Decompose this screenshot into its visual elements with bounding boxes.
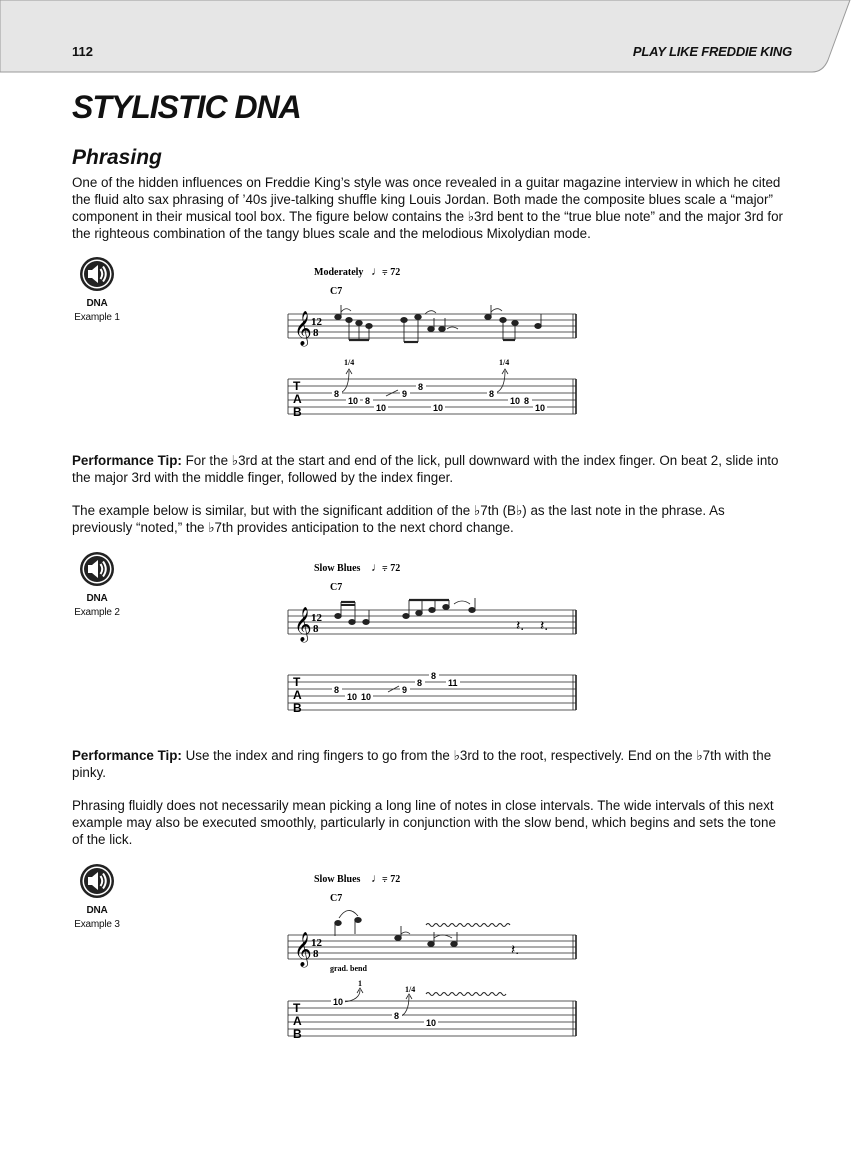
tab-number: 8 [334, 685, 340, 695]
audio-example-name: Example 3 [74, 919, 120, 930]
bend-amount: 1/4 [344, 358, 355, 367]
tab-letter-t: T [293, 379, 301, 393]
tab-letter-a: A [293, 392, 302, 406]
tab-number: 10 [348, 396, 359, 406]
dotted-quarter-symbol: ♩. [371, 264, 387, 278]
tab-number: 8 [524, 396, 530, 406]
treble-clef: 𝄞 [294, 932, 312, 967]
audio-label: DNA [86, 905, 108, 916]
tab-number: 8 [417, 678, 423, 688]
tempo-marking: Slow Blues [314, 563, 361, 574]
time-sig-bottom: 8 [313, 327, 319, 339]
tempo-marking: Moderately [314, 267, 364, 278]
staff-and-tab-example-3 [286, 868, 582, 1048]
page-header [0, 0, 864, 74]
rest-symbol: 𝄽. [511, 941, 520, 957]
bend-amount: 1/4 [499, 358, 510, 367]
staff-and-tab-example-2 [286, 558, 582, 718]
tempo-marking: Slow Blues [314, 874, 361, 885]
staff-and-tab-example-1 [286, 262, 582, 422]
tab-number: 10 [510, 396, 521, 406]
tab-number: 10 [433, 403, 444, 413]
performance-tip-1 [72, 452, 788, 486]
tab-number: 10 [535, 403, 546, 413]
tab-letter-b: B [293, 701, 302, 715]
speaker-icon[interactable] [79, 256, 115, 292]
audio-example-name: Example 2 [74, 607, 120, 618]
tip-text: For the ♭3rd at the start and end of the lick, pull downward with the index finger. On beat 2, slide into the major 3rd with the middle finger, followed by the index finger. [72, 453, 779, 485]
tab-number: 11 [448, 678, 458, 688]
notation-example-3 [286, 868, 582, 1041]
technique-label: grad. bend [330, 964, 367, 973]
treble-clef: 𝄞 [294, 311, 312, 346]
subsection-title: Phrasing [72, 146, 162, 169]
section-title: STYLISTIC DNA [72, 89, 301, 125]
tab-number: 9 [402, 685, 408, 695]
tab-number: 8 [431, 671, 437, 681]
rest-symbol: 𝄽. [540, 617, 549, 633]
header-band-shape [0, 0, 864, 74]
tip-label: Performance Tip: [72, 453, 182, 468]
tab-number: 8 [394, 1011, 400, 1021]
tab-number: 10 [376, 403, 387, 413]
audio-block-example-1[interactable] [74, 256, 120, 325]
tab-number: 10 [361, 692, 372, 702]
audio-block-example-2[interactable] [74, 551, 120, 620]
vibrato-line [426, 924, 510, 927]
tab-letter-a: A [293, 688, 302, 702]
bpm-value: = 72 [382, 563, 401, 574]
example-3-intro: Phrasing fluidly does not necessarily mean picking a long line of notes in close intervals. The wide intervals of this next example may also be executed smoothly, particularly in conjunction with the slow bend, which begins and sets the tone of the lick. [72, 798, 776, 847]
tab-number: 8 [418, 382, 424, 392]
example-2-intro: The example below is similar, but with the significant addition of the ♭7th (B♭) as the last note in the phrase. As previously “noted,” the ♭7th provides anticipation to the next chord change. [72, 503, 725, 535]
audio-label: DNA [86, 298, 108, 309]
book-title: PLAY LIKE FREDDIE KING [632, 44, 792, 59]
intro-paragraph: One of the hidden influences on Freddie King’s style was once revealed in a guitar magazine interview in which he cited the fluid alto sax phrasing of ’40s jive-talking shuffle king Louis Jordan. Both made the composite blues scale a “major” component in their musical tool box. The figure below contains the ♭3rd bent to the “true blue note” and the major 3rd for the righteous combination of the tangy blues scale and the melodious Mixolydian mode. [72, 175, 783, 241]
time-sig-top: 12 [311, 316, 322, 328]
dotted-quarter-symbol: ♩. [371, 560, 387, 574]
dotted-quarter-symbol: ♩. [371, 871, 387, 885]
tab-number: 10 [426, 1018, 437, 1028]
time-sig-top: 12 [311, 937, 322, 949]
notation-example-2 [286, 558, 582, 718]
tab-number: 10 [347, 692, 358, 702]
tip-label: Performance Tip: [72, 748, 182, 763]
tip-text: Use the index and ring fingers to go from the ♭3rd to the root, respectively. End on the ♭7th with the pinky. [72, 748, 772, 780]
vibrato-line [426, 993, 506, 996]
chord-symbol: C7 [330, 286, 343, 297]
rest-symbol: 𝄽. [516, 617, 525, 633]
treble-clef: 𝄞 [294, 607, 312, 642]
tab-letter-t: T [293, 675, 301, 689]
speaker-icon[interactable] [79, 551, 115, 587]
bend-amount: 1/4 [405, 985, 416, 994]
tab-number: 8 [365, 396, 371, 406]
time-sig-bottom: 8 [313, 623, 319, 635]
audio-example-name: Example 1 [74, 312, 120, 323]
tab-number: 8 [489, 389, 495, 399]
tab-letter-b: B [293, 1027, 302, 1041]
audio-block-example-3[interactable] [74, 863, 120, 932]
speaker-icon[interactable] [79, 863, 115, 899]
notation-example-1 [286, 262, 582, 422]
chord-symbol: C7 [330, 582, 343, 593]
bend-amount: 1 [358, 979, 362, 988]
time-sig-bottom: 8 [313, 948, 319, 960]
tab-number: 8 [334, 389, 340, 399]
tab-letter-a: A [293, 1014, 302, 1028]
tab-number: 10 [333, 997, 344, 1007]
tab-number: 9 [402, 389, 408, 399]
audio-label: DNA [86, 593, 108, 604]
performance-tip-2 [72, 747, 788, 781]
page-number: 112 [72, 44, 93, 59]
bpm-value: = 72 [382, 267, 401, 278]
chord-symbol: C7 [330, 893, 343, 904]
bpm-value: = 72 [382, 874, 401, 885]
tab-letter-t: T [293, 1001, 301, 1015]
time-sig-top: 12 [311, 612, 322, 624]
tab-letter-b: B [293, 405, 302, 419]
